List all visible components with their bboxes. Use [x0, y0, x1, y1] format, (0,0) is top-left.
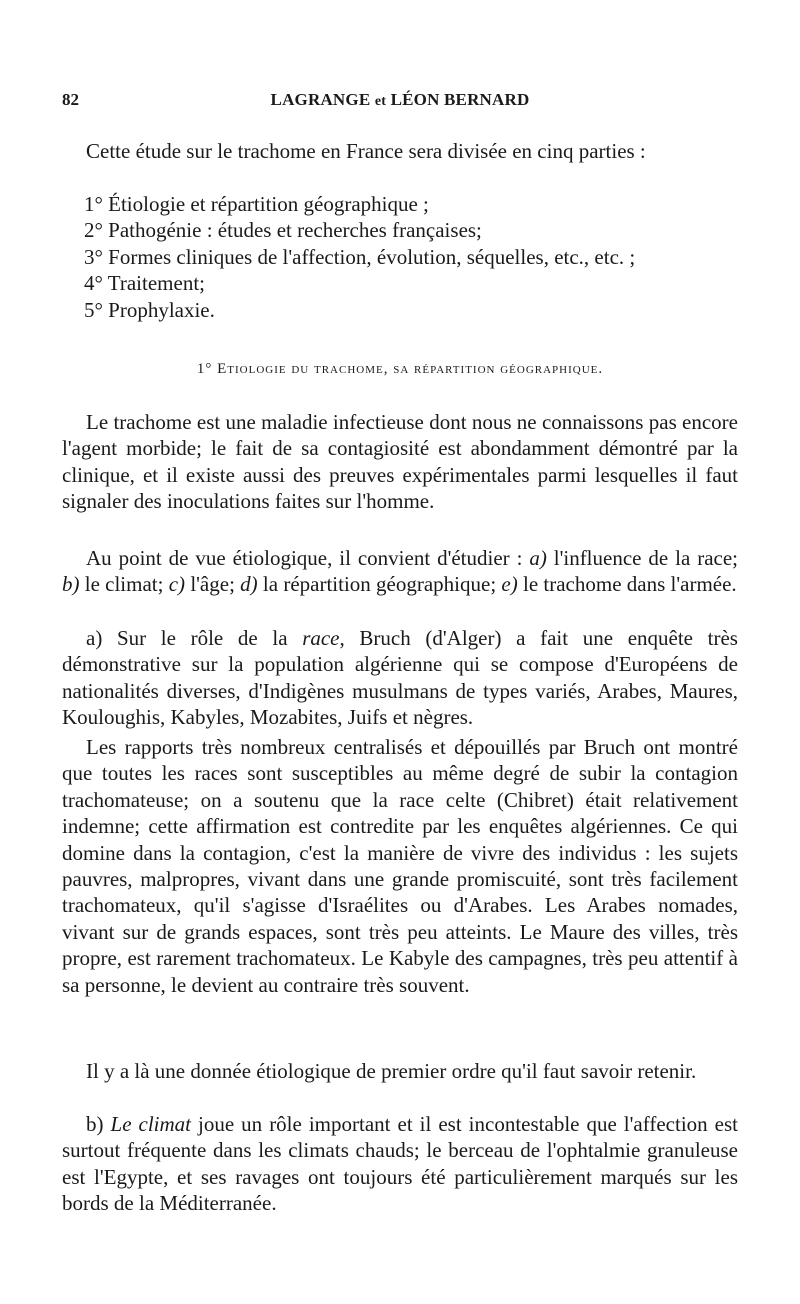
- page-header: [62, 90, 738, 116]
- running-head: [62, 90, 738, 110]
- section-heading: 1° Etiologie du trachome, sa répartition géographique.: [196, 361, 604, 377]
- paragraph-race: a) Sur le rôle de la race, Bruch (d'Alger) a fait une enquête très démonstrative sur la population algérienne qui se compose d'Européens de nationalités diverses, d'Indigènes musulmans de types variés, Arabes, Maures, Kouloughis, Kabyles, Mozabites, Juifs et nègres.: [62, 626, 738, 730]
- page-number: 82: [62, 90, 79, 109]
- list-item: 2° Pathogénie : études et recherches françaises;: [84, 218, 482, 242]
- list-item: 1° Étiologie et répartition géographique ;: [84, 192, 429, 216]
- paragraph-etiological-datum: Il y a là une donnée étiologique de premier ordre qu'il faut savoir retenir.: [86, 1059, 697, 1083]
- paragraph-bruch-reports: Les rapports très nombreux centralisés et dépouillés par Bruch ont montré que toutes les races sont susceptibles au même degré de subir la contagion trachomateuse; on a soutenu que la race celte (Chibret) était relativement indemne; cette affirmation est contredite par les enquêtes algériennes. Ce qui domine dans la contagion, c'est la manière de vivre des individus : les sujets pauvres, malpropres, vivant dans une grande promiscuité, sont très facilement trachomateux, qu'il s'agisse d'Israélites ou d'Arabes. Les Arabes nomades, vivant sur de grands espaces, sont très peu atteints. Le Maure des villes, très propre, est rarement trachomateux. Le Kabyle des campagnes, très peu attentif à sa personne, le devient au contraire très souvent.: [62, 735, 738, 997]
- intro-paragraph: Cette étude sur le trachome en France sera divisée en cinq parties :: [86, 139, 646, 163]
- list-item: 4° Traitement;: [84, 271, 205, 295]
- paragraph-infection: Le trachome est une maladie infectieuse dont nous ne connaissons pas encore l'agent morbide; le fait de sa contagiosité est abondamment démontré par la clinique, et il existe aussi des preuves expérimentales parmi lesquelles il faut signaler des inoculations faites sur l'homme.: [62, 410, 738, 514]
- author-bernard: LÉON BERNARD: [390, 90, 530, 109]
- list-item: 3° Formes cliniques de l'affection, évolution, séquelles, etc., etc. ;: [84, 245, 636, 269]
- author-conjunction: et: [374, 94, 387, 109]
- paragraph-climate: b) Le climat joue un rôle important et il est incontestable que l'affection est surtout fréquente dans les climats chauds; le berceau de l'ophtalmie granuleuse est l'Egypte, et ses ravages ont toujours été particulièrement marqués sur les bords de la Méditerranée.: [62, 1112, 739, 1216]
- list-item: 5° Prophylaxie.: [84, 298, 215, 322]
- paragraph-etiology-factors: Au point de vue étiologique, il convient d'étudier : a) l'influence de la race; b) le climat; c) l'âge; d) la répartition géographique; e) le trachome dans l'armée.: [62, 546, 738, 597]
- author-lagrange: LAGRANGE: [270, 90, 371, 109]
